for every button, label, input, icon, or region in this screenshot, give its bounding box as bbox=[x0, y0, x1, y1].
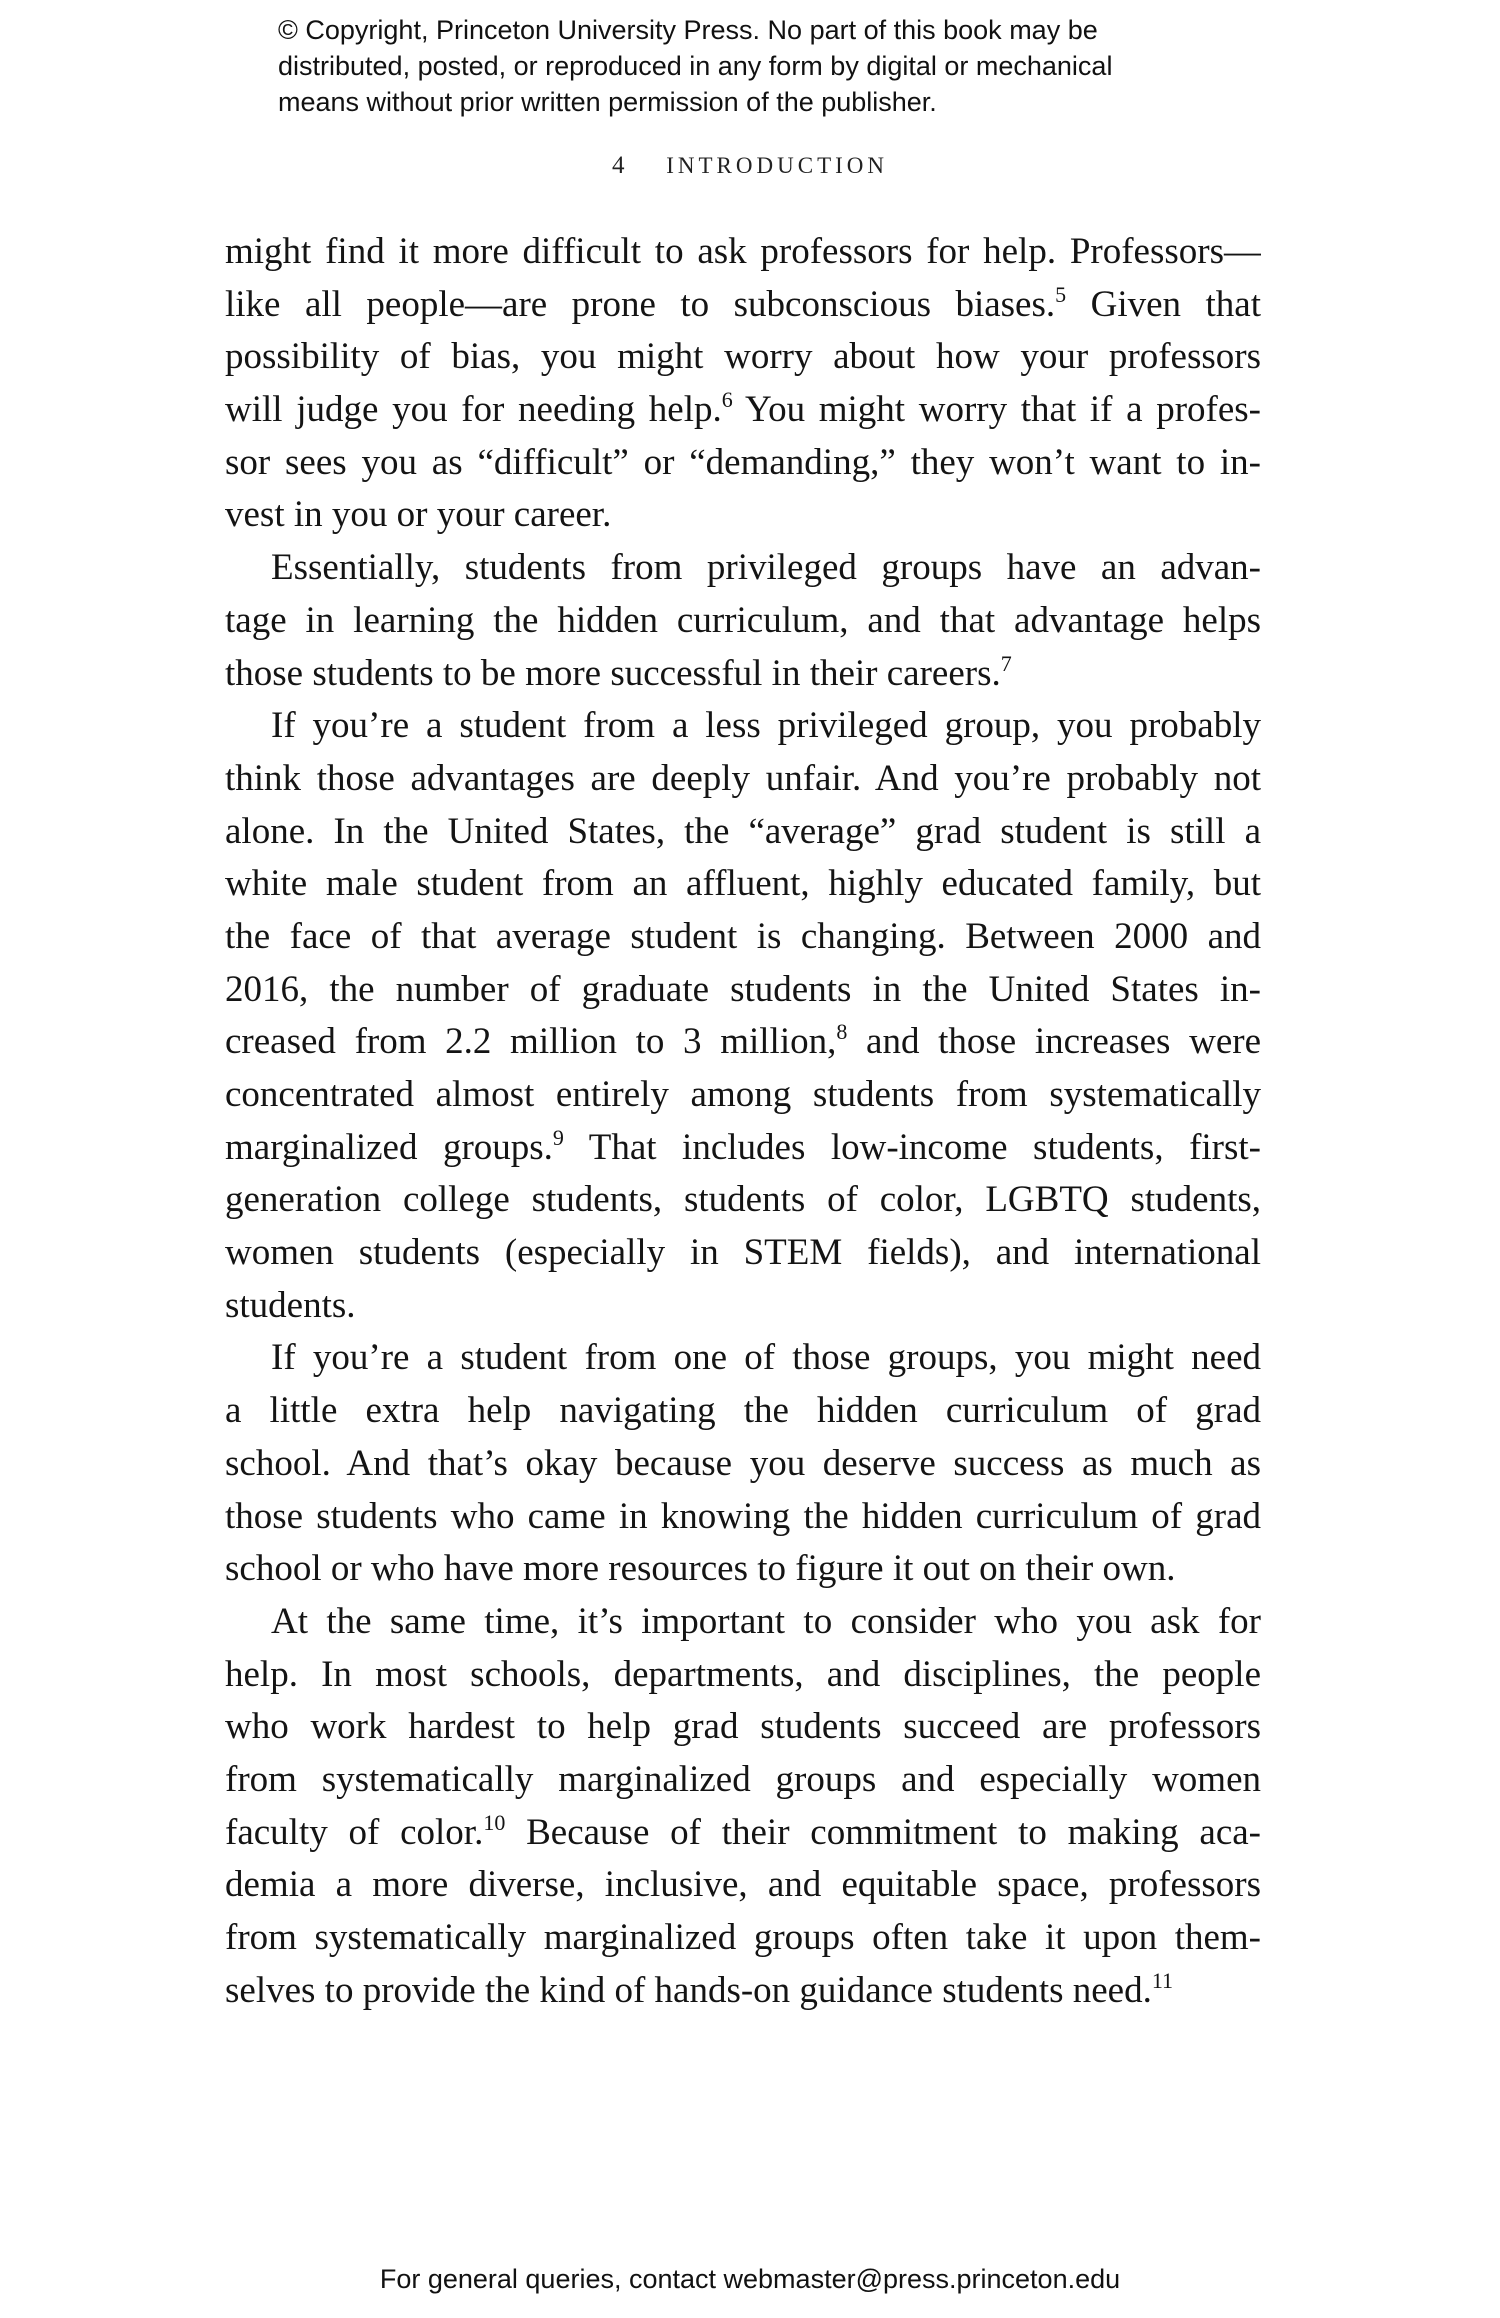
copyright-notice bbox=[278, 12, 1258, 120]
line-text: the face of that average student is changing. Between 2000 and bbox=[225, 915, 1261, 957]
line-text: vest in you or your career. bbox=[225, 494, 612, 536]
copyright-line: distributed, posted, or reproduced in any form by digital or mechanical bbox=[278, 51, 1113, 81]
text-line bbox=[225, 1754, 1261, 1807]
text-line bbox=[225, 1069, 1261, 1122]
footnote-marker: 10 bbox=[483, 1809, 506, 1835]
text-line bbox=[225, 1280, 1261, 1333]
line-text: think those advantages are deeply unfair. And you’re probably not bbox=[225, 757, 1261, 799]
line-text: school or who have more resources to figure it out on their own. bbox=[225, 1548, 1176, 1590]
line-text: a little extra help navigating the hidden curriculum of grad bbox=[225, 1390, 1261, 1432]
text-line bbox=[225, 858, 1261, 911]
text-line bbox=[225, 331, 1261, 384]
text-line bbox=[225, 1543, 1261, 1596]
page-number: 4 bbox=[611, 152, 625, 179]
line-text: and those increases were bbox=[847, 1021, 1261, 1063]
text-line bbox=[225, 279, 1261, 332]
line-text: white male student from an affluent, highly educated family, but bbox=[225, 863, 1261, 905]
text-line bbox=[225, 1701, 1261, 1754]
text-line bbox=[225, 1385, 1261, 1438]
line-text: 2016, the number of graduate students in the United States in- bbox=[225, 968, 1261, 1010]
footnote-marker: 11 bbox=[1151, 1967, 1174, 1993]
text-line bbox=[225, 437, 1261, 490]
text-line bbox=[225, 964, 1261, 1017]
footnote-marker: 6 bbox=[721, 387, 733, 413]
line-text: who work hardest to help grad students succeed are professors bbox=[225, 1706, 1261, 1748]
line-text: from systematically marginalized groups and especially women bbox=[225, 1758, 1261, 1800]
footnote-marker: 9 bbox=[552, 1124, 564, 1150]
text-line bbox=[225, 1491, 1261, 1544]
line-text: If you’re a student from a less privileged group, you probably bbox=[271, 705, 1261, 747]
text-line bbox=[225, 806, 1261, 859]
copyright-line: © Copyright, Princeton University Press. No part of this book may be bbox=[278, 15, 1098, 45]
text-line bbox=[225, 1859, 1261, 1912]
text-line bbox=[225, 1174, 1261, 1227]
line-text: selves to provide the kind of hands-on guidance students need. bbox=[225, 1969, 1152, 2011]
text-line bbox=[225, 1912, 1261, 1965]
line-text: students. bbox=[225, 1284, 356, 1326]
line-text: creased from 2.2 million to 3 million, bbox=[225, 1021, 837, 1063]
text-line bbox=[225, 1649, 1261, 1702]
line-text: generation college students, students of color, LGBTQ students, bbox=[225, 1179, 1261, 1221]
text-line bbox=[225, 1016, 1261, 1069]
text-line bbox=[225, 1122, 1261, 1175]
line-text: demia a more diverse, inclusive, and equitable space, professors bbox=[225, 1864, 1261, 1906]
footer-contact: For general queries, contact webmaster@press.princeton.edu bbox=[379, 2264, 1121, 2294]
footnote-marker: 7 bbox=[1000, 650, 1012, 676]
text-line bbox=[225, 1227, 1261, 1280]
line-text: faculty of color. bbox=[225, 1811, 484, 1853]
text-line bbox=[225, 542, 1261, 595]
line-text: those students to be more successful in their careers. bbox=[225, 652, 1001, 694]
line-text: help. In most schools, departments, and disciplines, the people bbox=[225, 1653, 1261, 1695]
text-line bbox=[225, 595, 1261, 648]
text-line bbox=[225, 753, 1261, 806]
line-text: sor sees you as “difficult” or “demanding,” they won’t want to in- bbox=[225, 441, 1261, 483]
line-text: You might worry that if a profes- bbox=[732, 389, 1261, 431]
line-text: like all people—are prone to subconscious biases. bbox=[225, 283, 1056, 325]
line-text: school. And that’s okay because you deserve success as much as bbox=[225, 1442, 1261, 1484]
line-text: tage in learning the hidden curriculum, and that advantage helps bbox=[225, 599, 1261, 641]
line-text: That includes low-income students, first- bbox=[563, 1126, 1261, 1168]
text-line bbox=[225, 1596, 1261, 1649]
text-line bbox=[225, 226, 1261, 279]
line-text: Essentially, students from privileged groups have an advan- bbox=[271, 547, 1261, 589]
line-text: Given that bbox=[1066, 283, 1261, 325]
chapter-title: INTRODUCTION bbox=[666, 153, 888, 178]
text-line bbox=[225, 1438, 1261, 1491]
line-text: women students (especially in STEM fields), and international bbox=[225, 1232, 1261, 1274]
running-head bbox=[0, 152, 1500, 180]
line-text: those students who came in knowing the hidden curriculum of grad bbox=[225, 1495, 1261, 1537]
line-text: will judge you for needing help. bbox=[225, 389, 722, 431]
line-text: marginalized groups. bbox=[225, 1126, 553, 1168]
text-line bbox=[225, 489, 1261, 542]
line-text: might find it more difficult to ask professors for help. Professors— bbox=[225, 231, 1261, 272]
copyright-line: means without prior written permission of the publisher. bbox=[278, 87, 937, 117]
line-text: concentrated almost entirely among students from systematically bbox=[225, 1074, 1261, 1115]
text-line bbox=[225, 1807, 1261, 1860]
text-line bbox=[225, 1965, 1261, 2018]
footnote-marker: 8 bbox=[836, 1019, 848, 1045]
text-line bbox=[225, 1332, 1261, 1385]
line-text: alone. In the United States, the “average” grad student is still a bbox=[225, 810, 1261, 852]
text-line bbox=[225, 384, 1261, 437]
line-text: possibility of bias, you might worry about how your professors bbox=[225, 336, 1261, 378]
footnote-marker: 5 bbox=[1055, 281, 1067, 307]
line-text: If you’re a student from one of those groups, you might need bbox=[271, 1337, 1261, 1379]
body-text bbox=[225, 226, 1261, 2017]
line-text: from systematically marginalized groups often take it upon them- bbox=[225, 1917, 1261, 1958]
line-text: Because of their commitment to making aca- bbox=[505, 1811, 1261, 1853]
text-line bbox=[225, 700, 1261, 753]
text-line bbox=[225, 648, 1261, 701]
line-text: At the same time, it’s important to consider who you ask for bbox=[271, 1600, 1261, 1642]
text-line bbox=[225, 911, 1261, 964]
